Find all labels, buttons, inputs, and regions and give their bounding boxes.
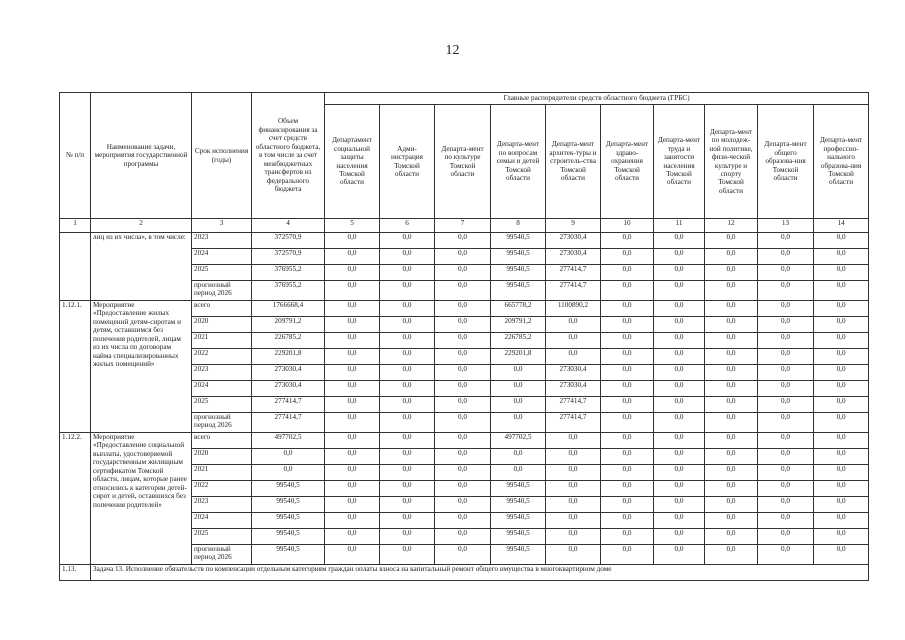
grbs-cell: 0,0 — [435, 281, 491, 301]
grbs-cell: 0,0 — [491, 365, 546, 381]
volume-cell: 226785,2 — [252, 333, 325, 349]
period-cell: всего — [192, 301, 252, 317]
grbs-cell: 0,0 — [814, 317, 869, 333]
grbs-cell: 99540,5 — [491, 233, 546, 249]
grbs-cell: 0,0 — [654, 465, 705, 481]
header-col-name: Наименование задачи, мероприятия государственной программы — [91, 93, 192, 219]
period-cell: 2023 — [192, 497, 252, 513]
column-number: 13 — [758, 219, 814, 233]
grbs-cell: 0,0 — [546, 349, 601, 365]
grbs-cell: 0,0 — [380, 449, 435, 465]
grbs-cell: 0,0 — [325, 465, 380, 481]
volume-cell: 229201,8 — [252, 349, 325, 365]
volume-cell: 99540,5 — [252, 529, 325, 545]
grbs-cell: 0,0 — [435, 449, 491, 465]
column-number: 7 — [435, 219, 491, 233]
grbs-cell: 277414,7 — [546, 397, 601, 413]
grbs-cell: 0,0 — [758, 465, 814, 481]
row-number — [60, 233, 91, 301]
grbs-cell: 277414,7 — [546, 265, 601, 281]
grbs-cell: 0,0 — [380, 265, 435, 281]
grbs-cell: 0,0 — [325, 349, 380, 365]
page-number: 12 — [445, 43, 460, 58]
grbs-cell: 0,0 — [705, 545, 758, 565]
grbs-cell: 0,0 — [705, 265, 758, 281]
header-grbs-4: Департа-мент по вопросам семьи и детей Томской области — [491, 105, 546, 219]
grbs-cell: 0,0 — [814, 433, 869, 449]
grbs-cell: 273030,4 — [546, 381, 601, 397]
grbs-cell: 0,0 — [325, 433, 380, 449]
grbs-cell: 0,0 — [435, 481, 491, 497]
grbs-cell: 0,0 — [601, 545, 654, 565]
grbs-cell: 0,0 — [814, 481, 869, 497]
grbs-cell: 0,0 — [705, 465, 758, 481]
grbs-cell: 0,0 — [435, 233, 491, 249]
grbs-cell: 0,0 — [654, 349, 705, 365]
grbs-cell: 0,0 — [705, 481, 758, 497]
period-cell: 2020 — [192, 317, 252, 333]
grbs-cell: 0,0 — [705, 513, 758, 529]
grbs-cell: 0,0 — [654, 249, 705, 265]
column-number: 4 — [252, 219, 325, 233]
grbs-cell: 0,0 — [814, 333, 869, 349]
grbs-cell: 0,0 — [654, 381, 705, 397]
column-number: 14 — [814, 219, 869, 233]
grbs-cell: 0,0 — [435, 265, 491, 281]
header-grbs-9: Департа-мент общего образова-ния Томской области — [758, 105, 814, 219]
grbs-cell: 0,0 — [601, 513, 654, 529]
grbs-cell: 0,0 — [705, 365, 758, 381]
task-number: 1.13. — [60, 565, 91, 581]
grbs-cell: 99540,5 — [491, 513, 546, 529]
grbs-cell: 0,0 — [654, 529, 705, 545]
period-cell: 2022 — [192, 481, 252, 497]
grbs-cell: 0,0 — [325, 481, 380, 497]
grbs-cell: 0,0 — [654, 265, 705, 281]
header-grbs-6: Департа-мент здраво-охранения Томской области — [601, 105, 654, 219]
volume-cell: 99540,5 — [252, 513, 325, 529]
header-grbs-3: Департа-мент по культуре Томской области — [435, 105, 491, 219]
grbs-cell: 0,0 — [705, 529, 758, 545]
grbs-cell: 0,0 — [380, 433, 435, 449]
grbs-cell: 0,0 — [435, 317, 491, 333]
grbs-cell: 0,0 — [601, 497, 654, 513]
grbs-cell: 0,0 — [546, 465, 601, 481]
grbs-cell: 0,0 — [380, 529, 435, 545]
period-cell: 2023 — [192, 233, 252, 249]
grbs-cell: 99540,5 — [491, 497, 546, 513]
grbs-cell: 0,0 — [325, 513, 380, 529]
grbs-cell: 0,0 — [546, 481, 601, 497]
grbs-cell: 229201,8 — [491, 349, 546, 365]
grbs-cell: 0,0 — [654, 513, 705, 529]
grbs-cell: 0,0 — [435, 333, 491, 349]
grbs-cell: 0,0 — [325, 449, 380, 465]
grbs-cell: 0,0 — [758, 481, 814, 497]
grbs-cell: 0,0 — [705, 301, 758, 317]
grbs-cell: 0,0 — [601, 381, 654, 397]
budget-table — [59, 92, 869, 581]
grbs-cell: 0,0 — [325, 365, 380, 381]
grbs-cell: 0,0 — [758, 413, 814, 433]
grbs-cell: 0,0 — [758, 301, 814, 317]
column-number: 9 — [546, 219, 601, 233]
grbs-cell: 0,0 — [325, 249, 380, 265]
grbs-cell: 0,0 — [380, 349, 435, 365]
grbs-cell: 497702,5 — [491, 433, 546, 449]
grbs-cell: 0,0 — [654, 449, 705, 465]
grbs-cell: 0,0 — [705, 249, 758, 265]
grbs-cell: 0,0 — [758, 513, 814, 529]
column-number: 2 — [91, 219, 192, 233]
grbs-cell: 0,0 — [601, 465, 654, 481]
grbs-cell: 0,0 — [435, 513, 491, 529]
grbs-cell: 99540,5 — [491, 249, 546, 265]
grbs-cell: 0,0 — [814, 281, 869, 301]
measure-name: Мероприятие «Предоставление жилых помещений детям-сиротам и детям, оставшимся без попечения родителей, лицам из их числа по договорам найма специализированных жилых помещений» — [91, 301, 192, 433]
volume-cell: 99540,5 — [252, 481, 325, 497]
grbs-cell: 1100890,2 — [546, 301, 601, 317]
grbs-cell: 0,0 — [758, 249, 814, 265]
grbs-cell: 0,0 — [546, 333, 601, 349]
volume-cell: 273030,4 — [252, 365, 325, 381]
volume-cell: 1766668,4 — [252, 301, 325, 317]
grbs-cell: 0,0 — [435, 497, 491, 513]
period-cell: 2024 — [192, 381, 252, 397]
table-row — [60, 301, 869, 317]
grbs-cell: 0,0 — [601, 265, 654, 281]
grbs-cell: 0,0 — [380, 317, 435, 333]
column-number-row — [60, 219, 869, 233]
grbs-cell: 0,0 — [814, 365, 869, 381]
period-cell: 2025 — [192, 529, 252, 545]
grbs-cell: 0,0 — [814, 349, 869, 365]
grbs-cell: 0,0 — [814, 249, 869, 265]
volume-cell: 209791,2 — [252, 317, 325, 333]
column-number: 6 — [380, 219, 435, 233]
grbs-cell: 0,0 — [435, 349, 491, 365]
grbs-cell: 0,0 — [814, 301, 869, 317]
grbs-cell: 0,0 — [758, 233, 814, 249]
volume-cell: 273030,4 — [252, 381, 325, 397]
period-cell: всего — [192, 433, 252, 449]
volume-cell: 277414,7 — [252, 397, 325, 413]
grbs-cell: 0,0 — [491, 413, 546, 433]
grbs-cell: 0,0 — [435, 365, 491, 381]
grbs-cell: 0,0 — [758, 381, 814, 397]
grbs-cell: 99540,5 — [491, 481, 546, 497]
header-grbs-5: Департа-мент архитек-туры и строитель-ства Томской области — [546, 105, 601, 219]
grbs-cell: 0,0 — [758, 397, 814, 413]
grbs-cell: 0,0 — [814, 513, 869, 529]
grbs-cell: 0,0 — [758, 529, 814, 545]
column-number: 3 — [192, 219, 252, 233]
grbs-cell: 0,0 — [380, 365, 435, 381]
period-cell: 2021 — [192, 333, 252, 349]
volume-cell: 99540,5 — [252, 497, 325, 513]
grbs-cell: 0,0 — [435, 381, 491, 397]
grbs-cell: 0,0 — [325, 497, 380, 513]
grbs-cell: 99540,5 — [491, 265, 546, 281]
grbs-cell: 0,0 — [325, 397, 380, 413]
grbs-cell: 0,0 — [601, 529, 654, 545]
grbs-cell: 0,0 — [814, 449, 869, 465]
grbs-cell: 0,0 — [435, 433, 491, 449]
period-cell: 2025 — [192, 397, 252, 413]
volume-cell: 277414,7 — [252, 413, 325, 433]
column-number: 10 — [601, 219, 654, 233]
grbs-cell: 0,0 — [705, 381, 758, 397]
grbs-cell: 0,0 — [814, 497, 869, 513]
grbs-cell: 0,0 — [435, 529, 491, 545]
grbs-cell: 0,0 — [705, 413, 758, 433]
grbs-cell: 0,0 — [380, 233, 435, 249]
grbs-cell: 99540,5 — [491, 529, 546, 545]
grbs-cell: 0,0 — [758, 333, 814, 349]
grbs-cell: 0,0 — [758, 317, 814, 333]
grbs-cell: 665778,2 — [491, 301, 546, 317]
grbs-cell: 0,0 — [705, 333, 758, 349]
header-grbs-1: Департамент социальной защиты населения Томской области — [325, 105, 380, 219]
grbs-cell: 0,0 — [705, 281, 758, 301]
grbs-cell: 0,0 — [491, 397, 546, 413]
grbs-cell: 0,0 — [325, 301, 380, 317]
grbs-cell: 0,0 — [380, 413, 435, 433]
grbs-cell: 0,0 — [435, 249, 491, 265]
grbs-cell: 0,0 — [654, 413, 705, 433]
grbs-cell: 0,0 — [546, 497, 601, 513]
column-number: 12 — [705, 219, 758, 233]
grbs-cell: 0,0 — [435, 397, 491, 413]
header-grbs-2: Адми-нистрация Томской области — [380, 105, 435, 219]
volume-cell: 376955,2 — [252, 281, 325, 301]
period-cell: 2024 — [192, 249, 252, 265]
grbs-cell: 0,0 — [435, 545, 491, 565]
grbs-cell: 0,0 — [814, 397, 869, 413]
grbs-cell: 0,0 — [654, 397, 705, 413]
grbs-cell: 0,0 — [325, 529, 380, 545]
grbs-cell: 0,0 — [435, 413, 491, 433]
grbs-cell: 0,0 — [325, 281, 380, 301]
measure-name: лиц из их числа», в том числе: — [91, 233, 192, 301]
grbs-cell: 99540,5 — [491, 281, 546, 301]
grbs-cell: 0,0 — [654, 433, 705, 449]
grbs-cell: 0,0 — [380, 249, 435, 265]
grbs-cell: 0,0 — [601, 397, 654, 413]
column-number: 8 — [491, 219, 546, 233]
volume-cell: 0,0 — [252, 449, 325, 465]
column-number: 1 — [60, 219, 91, 233]
grbs-cell: 0,0 — [546, 317, 601, 333]
grbs-cell: 0,0 — [705, 433, 758, 449]
grbs-cell: 0,0 — [435, 301, 491, 317]
grbs-cell: 0,0 — [814, 265, 869, 281]
period-cell: 2020 — [192, 449, 252, 465]
header-grbs-10: Департа-мент профессио-нального образова-ния Томской области — [814, 105, 869, 219]
grbs-cell: 0,0 — [601, 349, 654, 365]
grbs-cell: 0,0 — [814, 529, 869, 545]
grbs-cell: 273030,4 — [546, 249, 601, 265]
header-grbs-7: Департа-мент труда и занятости населения Томской области — [654, 105, 705, 219]
grbs-cell: 0,0 — [325, 381, 380, 397]
grbs-cell: 0,0 — [601, 413, 654, 433]
grbs-cell: 0,0 — [601, 449, 654, 465]
period-cell: 2022 — [192, 349, 252, 365]
task-row — [60, 565, 869, 581]
grbs-cell: 0,0 — [705, 233, 758, 249]
grbs-cell: 0,0 — [601, 333, 654, 349]
grbs-cell: 0,0 — [601, 365, 654, 381]
grbs-cell: 0,0 — [325, 317, 380, 333]
grbs-cell: 0,0 — [491, 381, 546, 397]
grbs-cell: 273030,4 — [546, 365, 601, 381]
grbs-cell: 0,0 — [380, 333, 435, 349]
volume-cell: 497702,5 — [252, 433, 325, 449]
grbs-cell: 277414,7 — [546, 413, 601, 433]
grbs-cell: 0,0 — [705, 449, 758, 465]
grbs-cell: 0,0 — [758, 349, 814, 365]
grbs-cell: 0,0 — [654, 365, 705, 381]
grbs-cell: 0,0 — [325, 333, 380, 349]
table-row — [60, 233, 869, 249]
grbs-cell: 0,0 — [654, 333, 705, 349]
header-col-num: № п/п — [60, 93, 91, 219]
grbs-cell: 0,0 — [380, 513, 435, 529]
period-cell: 2021 — [192, 465, 252, 481]
volume-cell: 376955,2 — [252, 265, 325, 281]
grbs-cell: 277414,7 — [546, 281, 601, 301]
grbs-cell: 0,0 — [380, 397, 435, 413]
grbs-cell: 0,0 — [814, 545, 869, 565]
grbs-cell: 0,0 — [654, 497, 705, 513]
grbs-cell: 0,0 — [654, 317, 705, 333]
header-grbs-title: Главные распорядители средств областного бюджета (ГРБС) — [325, 93, 869, 105]
grbs-cell: 0,0 — [380, 481, 435, 497]
grbs-cell: 0,0 — [758, 545, 814, 565]
grbs-cell: 0,0 — [380, 381, 435, 397]
header-col-volume: Объем финансирования за счет средств областного бюджета, в том числе за счет межбюджетных трансфертов из федерального бюджета — [252, 93, 325, 219]
grbs-cell: 273030,4 — [546, 233, 601, 249]
grbs-cell: 0,0 — [758, 281, 814, 301]
grbs-cell: 0,0 — [491, 465, 546, 481]
grbs-cell: 0,0 — [654, 233, 705, 249]
grbs-cell: 0,0 — [758, 449, 814, 465]
grbs-cell: 0,0 — [758, 265, 814, 281]
grbs-cell: 0,0 — [654, 481, 705, 497]
grbs-cell: 0,0 — [435, 465, 491, 481]
grbs-cell: 0,0 — [546, 449, 601, 465]
table-row — [60, 433, 869, 449]
grbs-cell: 0,0 — [601, 233, 654, 249]
volume-cell: 99540,5 — [252, 545, 325, 565]
grbs-cell: 0,0 — [758, 433, 814, 449]
grbs-cell: 0,0 — [814, 381, 869, 397]
column-number: 5 — [325, 219, 380, 233]
row-number: 1.12.2. — [60, 433, 91, 565]
grbs-cell: 0,0 — [601, 433, 654, 449]
grbs-cell: 0,0 — [601, 249, 654, 265]
grbs-cell: 0,0 — [705, 397, 758, 413]
grbs-cell: 0,0 — [546, 529, 601, 545]
grbs-cell: 0,0 — [654, 545, 705, 565]
grbs-cell: 0,0 — [814, 233, 869, 249]
period-cell: прогнозный период 2026 — [192, 413, 252, 433]
task-text: Задача 13. Исполнение обязательств по компенсации отдельным категориям граждан оплаты взноса на капитальный ремонт общего имущества в многоквартирном доме — [91, 565, 869, 581]
grbs-cell: 0,0 — [758, 365, 814, 381]
grbs-cell: 0,0 — [814, 413, 869, 433]
grbs-cell: 209791,2 — [491, 317, 546, 333]
period-cell: прогнозный период 2026 — [192, 281, 252, 301]
grbs-cell: 0,0 — [546, 433, 601, 449]
grbs-cell: 0,0 — [546, 513, 601, 529]
grbs-cell: 0,0 — [325, 233, 380, 249]
grbs-cell: 0,0 — [654, 301, 705, 317]
grbs-cell: 0,0 — [380, 465, 435, 481]
grbs-cell: 99540,5 — [491, 545, 546, 565]
grbs-cell: 0,0 — [380, 301, 435, 317]
grbs-cell: 0,0 — [814, 465, 869, 481]
header-col-period: Срок исполнения (годы) — [192, 93, 252, 219]
grbs-cell: 0,0 — [601, 481, 654, 497]
grbs-cell: 226785,2 — [491, 333, 546, 349]
grbs-cell: 0,0 — [491, 449, 546, 465]
volume-cell: 372570,9 — [252, 233, 325, 249]
grbs-cell: 0,0 — [654, 281, 705, 301]
grbs-cell: 0,0 — [601, 281, 654, 301]
grbs-cell: 0,0 — [380, 545, 435, 565]
header-grbs-8: Департа-мент по молодеж-ной политике, физи-ческой культуре и спорту Томской области — [705, 105, 758, 219]
grbs-cell: 0,0 — [546, 545, 601, 565]
grbs-cell: 0,0 — [380, 497, 435, 513]
measure-name: Мероприятие «Предоставление социальной выплаты, удостоверяемой государственным жилищным сертификатом Томской области, лицам, которые ранее относились к категории детей-сирот и детей, оставшихся без попечения родителей» — [91, 433, 192, 565]
grbs-cell: 0,0 — [601, 301, 654, 317]
grbs-cell: 0,0 — [325, 413, 380, 433]
grbs-cell: 0,0 — [758, 497, 814, 513]
grbs-cell: 0,0 — [325, 265, 380, 281]
period-cell: 2025 — [192, 265, 252, 281]
column-number: 11 — [654, 219, 705, 233]
grbs-cell: 0,0 — [380, 281, 435, 301]
grbs-cell: 0,0 — [325, 545, 380, 565]
row-number: 1.12.1. — [60, 301, 91, 433]
period-cell: прогнозный период 2026 — [192, 545, 252, 565]
table-body — [60, 219, 869, 581]
grbs-cell: 0,0 — [705, 317, 758, 333]
volume-cell: 372570,9 — [252, 249, 325, 265]
grbs-cell: 0,0 — [601, 317, 654, 333]
volume-cell: 0,0 — [252, 465, 325, 481]
grbs-cell: 0,0 — [705, 497, 758, 513]
period-cell: 2023 — [192, 365, 252, 381]
period-cell: 2024 — [192, 513, 252, 529]
grbs-cell: 0,0 — [705, 349, 758, 365]
